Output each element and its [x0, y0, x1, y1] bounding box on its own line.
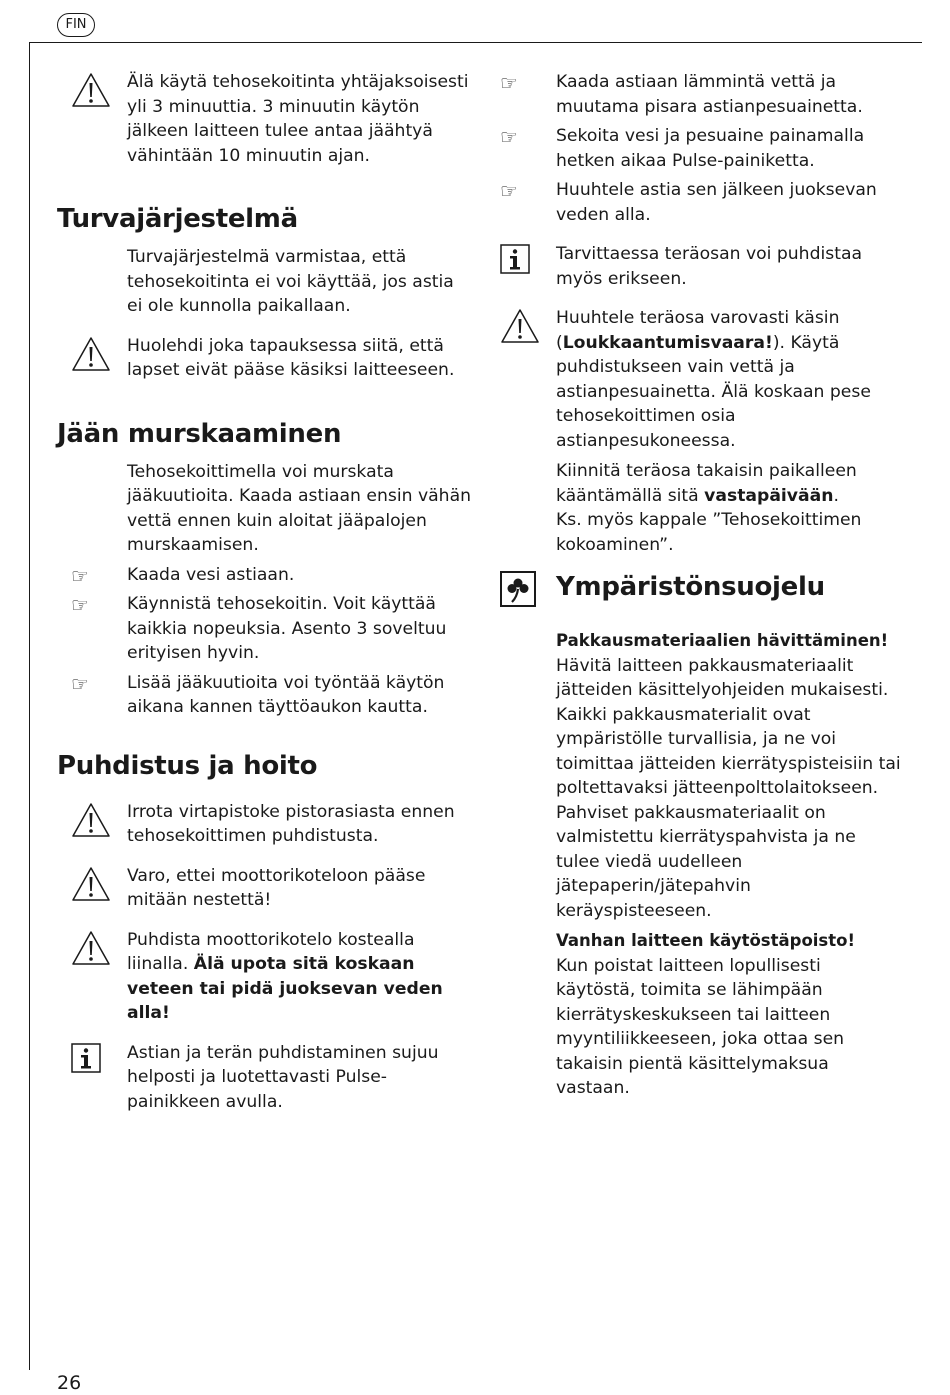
warning-block [57, 70, 482, 168]
step-item [57, 563, 482, 588]
reattach-text-plain: . [833, 485, 839, 506]
warning-triangle-icon [71, 72, 111, 116]
info-icon [500, 244, 530, 282]
warning-text-plain: ). Käytä puhdistukseen vain vettä ja astianpesuainetta. Älä koskaan pese tehosekoittimen osia astianpesukoneessa. [556, 332, 871, 451]
info-text: Astian ja terän puhdistaminen sujuu helposti ja luotettavasti Pulse-painikkeen avulla. [127, 1042, 439, 1112]
warning-text: Varo, ettei moottorikoteloon pääse mitään nestettä! [127, 865, 426, 910]
packaging-text: Hävitä laitteen pakkausmateriaalit jätteiden käsittelyohjeiden mukaisesti. Kaikki pakkausmaterialit ovat ympäristölle turvallisia, ja ne voi toimittaa jätteiden kierrätyspisteisiin tai poltettavaksi jätteenpolttolaitokseen. Pahviset pakkausmateriaalit on valmistettu kierrätyspahvista ja ne tulee viedä uudelleen jätepaperin/jätepahvin keräyspisteeseen. [556, 655, 901, 921]
subheading-disposal: Vanhan laitteen käytöstäpoisto! [556, 931, 856, 950]
warning-text-plain: Huuhtele teräosa varovasti käsin ( [556, 308, 840, 353]
language-badge: FIN [57, 13, 95, 37]
warning-block [57, 928, 482, 1026]
step-item [500, 178, 910, 227]
step-text: Huuhtele astia sen jälkeen juoksevan veden alla. [556, 180, 877, 225]
see-also-text: Ks. myös kappale ”Tehosekoittimen kokoaminen”. [556, 510, 862, 555]
warning-text: Älä käytä tehosekoitinta yhtäjaksoisesti yli 3 minuuttia. 3 minuutin käytön jälkeen laitteen tulee antaa jäähtyä vähintään 10 minuutin ajan. [127, 72, 469, 166]
step-item [500, 70, 910, 119]
warning-text: Irrota virtapistoke pistorasiasta ennen tehosekoittimen puhdistusta. [127, 801, 455, 846]
warning-text-plain: Puhdista moottorikotelo kostealla liinalla. [127, 929, 415, 974]
pointing-hand-icon: ☞ [500, 125, 518, 149]
step-text: Käynnistä tehosekoitin. Voit käyttää kaikkia nopeuksia. Asento 3 soveltuu erityisen hyvin. [127, 594, 447, 663]
step-text: Kaada astiaan lämmintä vettä ja muutama pisara astianpesuainetta. [556, 72, 863, 117]
heading-cleaning: Puhdistus ja hoito [57, 750, 318, 781]
clover-icon [500, 571, 536, 607]
step-text: Lisää jääkuutioita voi työntää käytön aikana kannen täyttöaukon kautta. [127, 672, 445, 717]
heading-environment: Ympäristönsuojelu [556, 572, 825, 602]
ice-text: Tehosekoittimella voi murskata jääkuutioita. Kaada astiaan ensin vähän vettä ennen kuin aloitat jääpalojen murskaamisen. [127, 461, 471, 555]
step-text: Kaada vesi astiaan. [127, 564, 295, 585]
warning-triangle-icon [71, 802, 111, 846]
page-number: 26 [57, 1372, 82, 1394]
heading-ice-crushing: Jään murskaaminen [57, 418, 342, 449]
warning-block [57, 800, 482, 849]
env-heading-block [500, 571, 910, 611]
reattach-text-bold: vastapäivään [704, 485, 834, 506]
step-item [57, 592, 482, 666]
pointing-hand-icon: ☞ [71, 593, 89, 617]
step-item [57, 671, 482, 720]
env-section [500, 629, 910, 1101]
pointing-hand-icon: ☞ [500, 71, 518, 95]
step-text: Sekoita vesi ja pesuaine painamalla hetken aikaa Pulse-painiketta. [556, 126, 865, 171]
paragraph [57, 460, 482, 558]
warning-triangle-icon [71, 336, 111, 380]
info-icon [71, 1043, 101, 1081]
warning-triangle-icon [71, 866, 111, 910]
warning-text-bold: Älä upota sitä koskaan veteen tai pidä juoksevan veden alla! [127, 954, 443, 1023]
reattach-text-plain: Kiinnitä teräosa takaisin paikalleen kääntämällä sitä [556, 461, 857, 506]
info-text: Tarvittaessa teräosan voi puhdistaa myös erikseen. [556, 244, 863, 289]
warning-triangle-icon [500, 308, 540, 352]
info-block [500, 242, 910, 291]
disposal-text: Kun poistat laitteen lopullisesti käytöstä, toimita se lähimpään kierrätyskeskukseen tai laitteen myyntiliikkeeseen, joka ottaa sen takaisin pientä käsittelymaksua vastaan. [556, 955, 845, 1098]
info-block [57, 1041, 482, 1115]
warning-text [556, 306, 901, 453]
warning-text-bold: Loukkaantumisvaara! [562, 332, 773, 353]
pointing-hand-icon: ☞ [500, 179, 518, 203]
pointing-hand-icon: ☞ [71, 671, 89, 696]
warning-triangle-icon [71, 930, 111, 974]
heading-safety: Turvajärjestelmä [57, 204, 298, 234]
warning-block [57, 864, 482, 913]
header-rule [29, 42, 922, 43]
left-column [57, 70, 482, 1114]
step-item [500, 124, 910, 173]
warning-block [500, 306, 910, 557]
subheading-packaging: Pakkausmateriaalien hävittäminen! [556, 631, 889, 650]
warning-text [127, 928, 472, 1026]
paragraph [57, 245, 482, 319]
right-column [500, 70, 910, 1101]
warning-text: Huolehdi joka tapauksessa siitä, että lapset eivät pääse käsiksi laitteeseen. [127, 335, 455, 380]
warning-block [57, 334, 482, 383]
margin-rule [29, 42, 30, 1370]
safety-text: Turvajärjestelmä varmistaa, että tehosekoitinta ei voi käyttää, jos astia ei ole kunnolla paikallaan. [127, 247, 454, 316]
pointing-hand-icon: ☞ [71, 563, 89, 588]
reattach-text [556, 459, 901, 508]
